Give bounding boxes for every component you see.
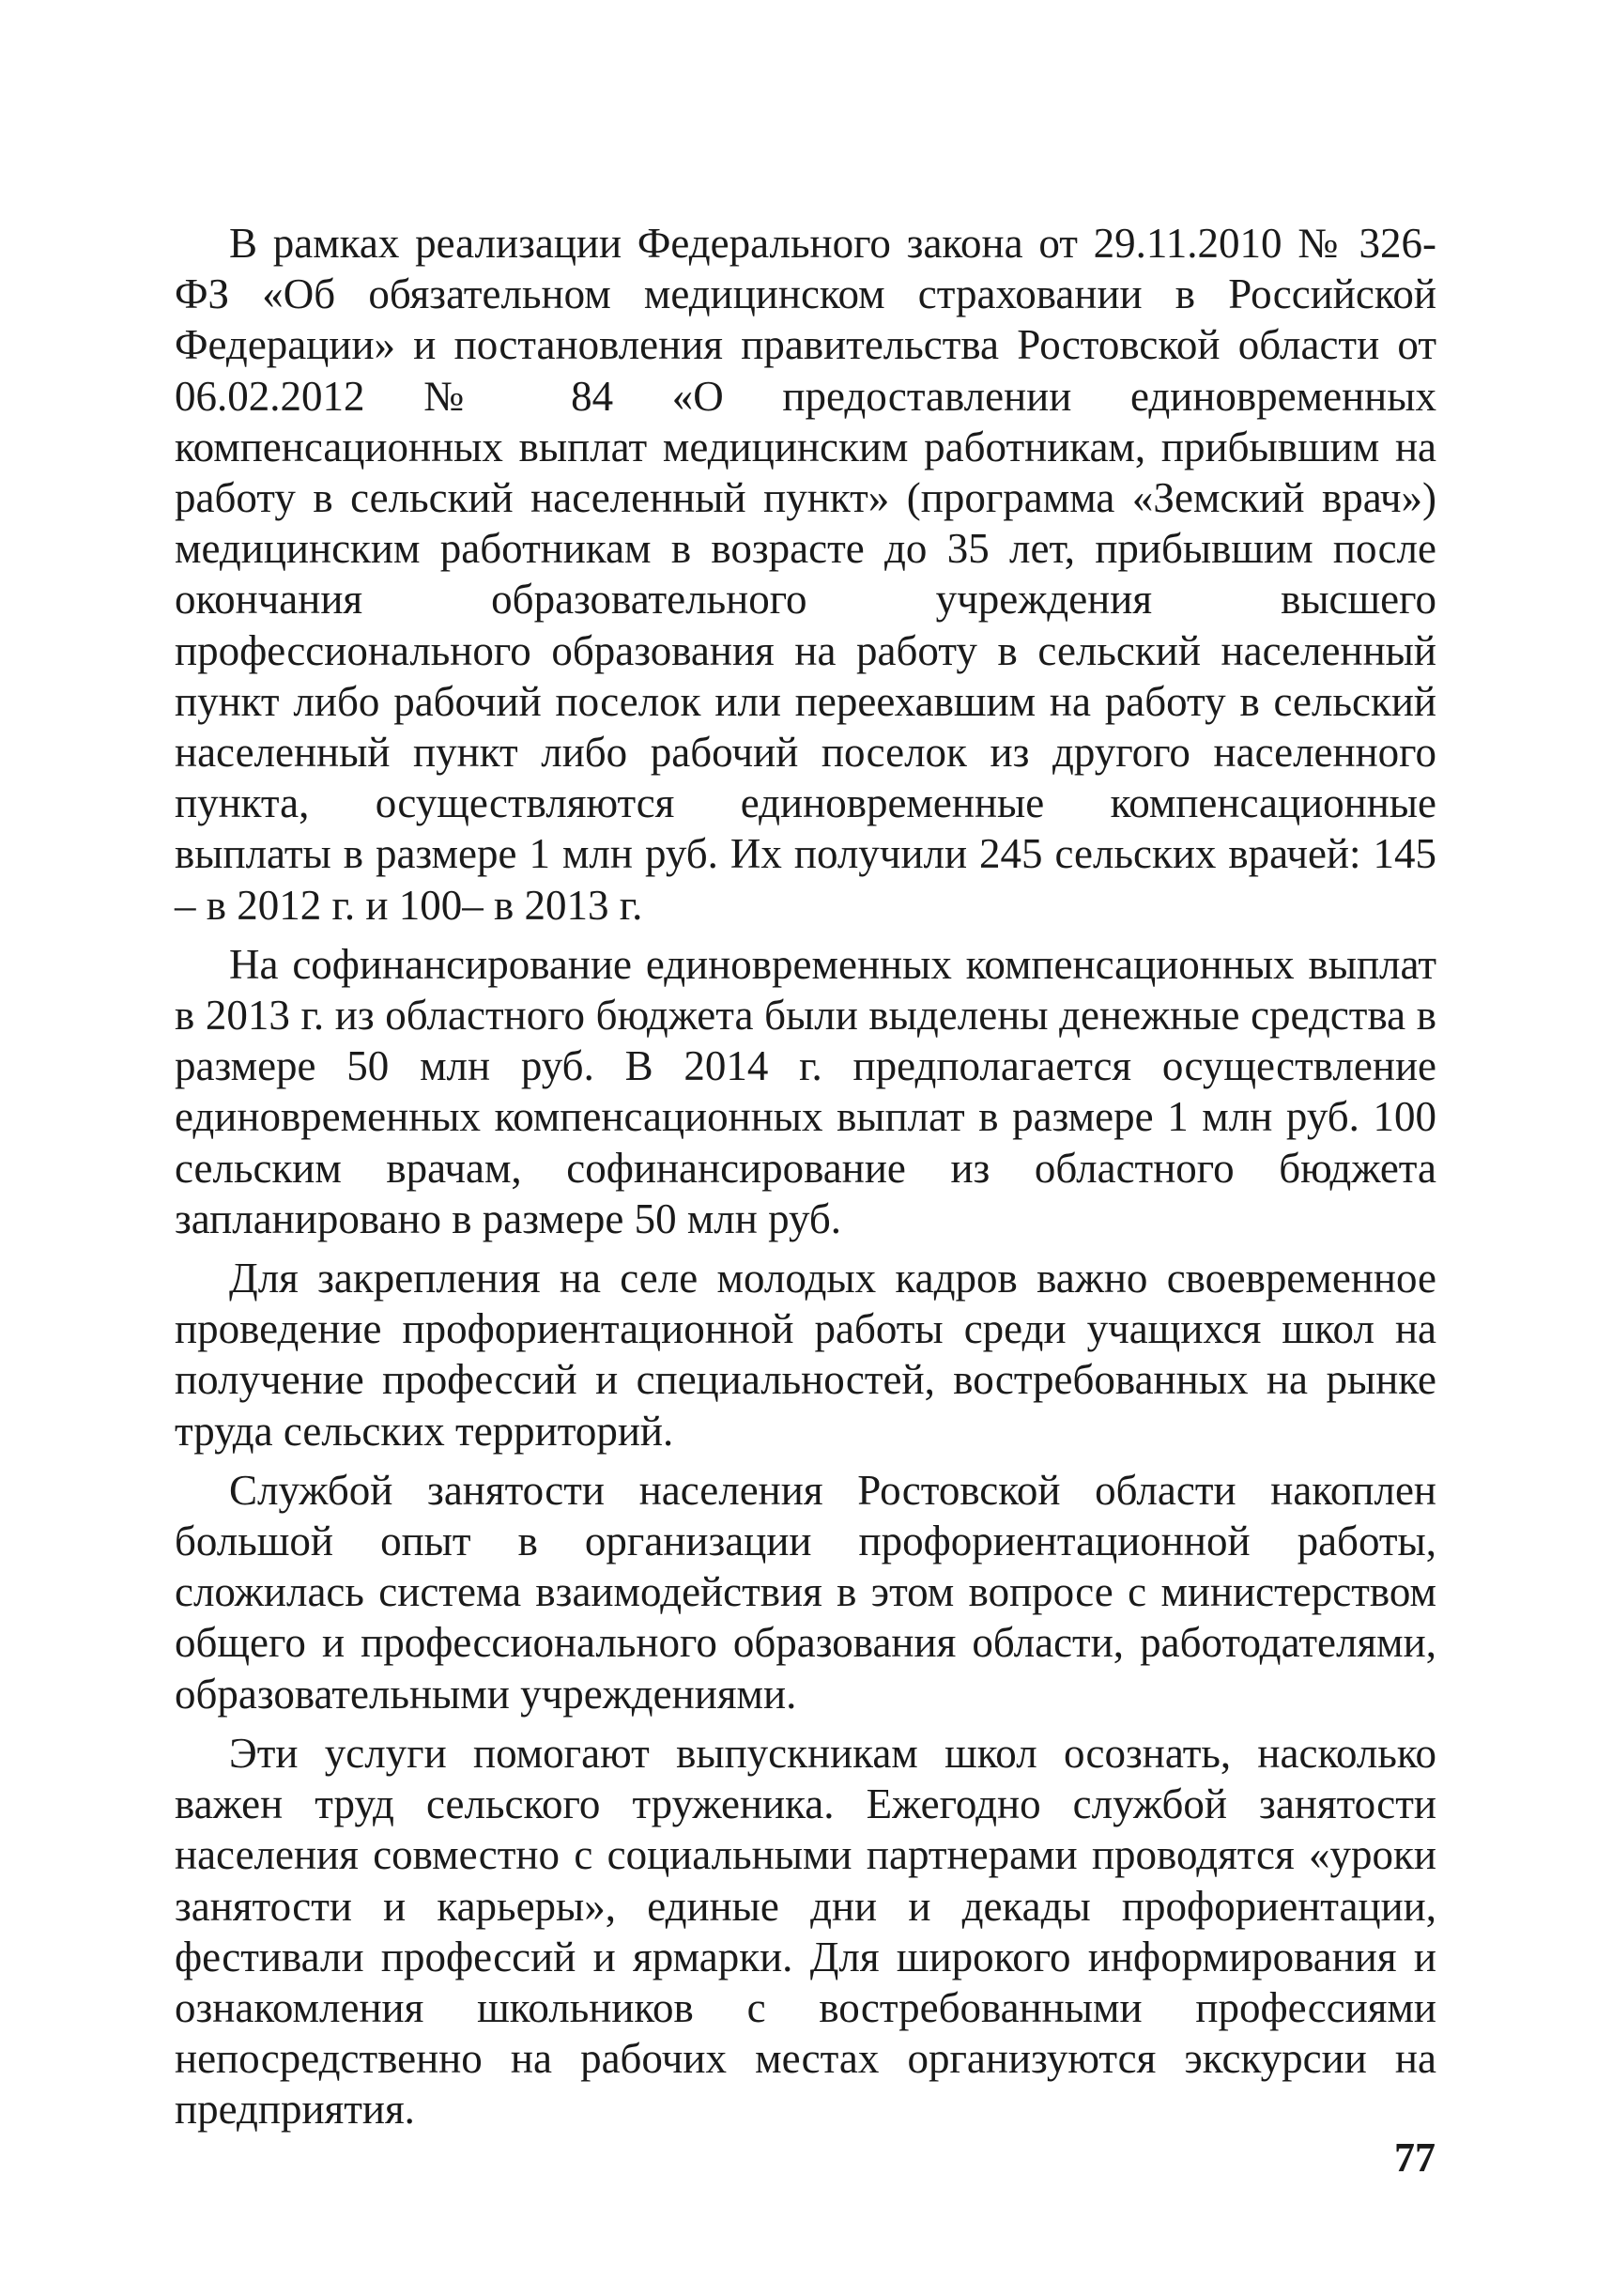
paragraph-2: На софинансирование единовременных компенсационных выплат в 2013 г. из областного бюджета были выделены денежные средства в размере 50 млн руб. В 2014 г. предполагается осуществление единовременных компенсационных выплат в размере 1 млн руб. 100 сельским врачам, софинансирование из областного бюджета запланировано в размере 50 млн руб. (175, 940, 1436, 1242)
paragraph-1: В рамках реализации Федерального закона от 29.11.2010 № 326-ФЗ «Об обязательном медицинском страховании в Российской Федерации» и постановления правительства Ростовской области от 06.02.2012 № 84 «О предоставлении единовременных компенсационных выплат медицинским работникам, прибывшим на работу в сельский населенный пункт» (программа «Земский врач») медицинским работникам в возрасте до 35 лет, прибывшим после окончания образовательного учреждения высшего профессионального образования на работу в сельский населенный пункт либо рабочий поселок или переехавшим на работу в сельский населенный пункт либо рабочий поселок из другого населенного пункта, осуществляются единовременные компенсационные выплаты в размере 1 млн руб. Их получили 245 сельских врачей: 145 – в 2012 г. и 100– в 2013 г. (175, 220, 1436, 929)
paragraph-3: Для закрепления на селе молодых кадров важно своевременное проведение профориентационной работы среди учащихся школ на получение профессий и специальностей, востребованных на рынке труда сельских территорий. (175, 1255, 1436, 1455)
page-number: 77 (1394, 2134, 1436, 2180)
paragraph-4: Службой занятости населения Ростовской области накоплен большой опыт в организации профориентационной работы, сложилась система взаимодействия в этом вопросе с министерством общего и профессионального образования области, работодателями, образовательными учреждениями. (175, 1466, 1436, 1718)
paragraph-5: Эти услуги помогают выпускникам школ осознать, насколько важен труд сельского труженика. Ежегодно службой занятости населения совместно с социальными партнерами проводятся «уроки занятости и карьеры», единые дни и декады профориентации, фестивали профессий и ярмарки. Для широкого информирования и ознакомления школьников с востребованными профессиями непосредственно на рабочих местах организуются экскурсии на предприятия. (175, 1729, 1436, 2134)
body-text (175, 218, 1436, 2144)
